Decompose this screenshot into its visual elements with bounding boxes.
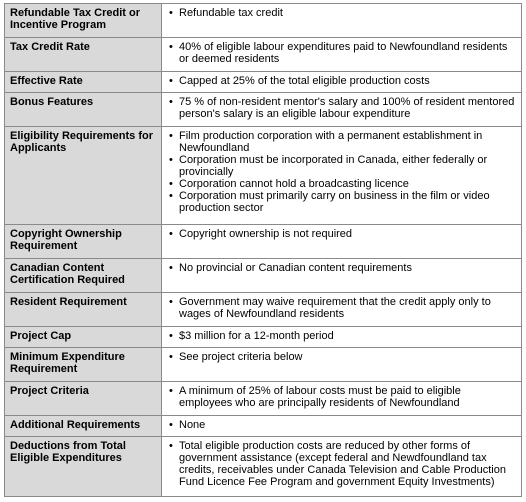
table-row — [5, 4, 522, 38]
row-value — [162, 437, 522, 497]
row-label: Resident Requirement — [5, 293, 162, 327]
bullet-item: • Refundable tax credit — [167, 7, 516, 19]
row-value — [162, 293, 522, 327]
table-row — [5, 416, 522, 437]
bullet-list — [167, 96, 516, 120]
row-label: Canadian Content Certification Required — [5, 259, 162, 293]
row-value — [162, 38, 522, 72]
bullet-list — [167, 440, 516, 488]
row-value — [162, 127, 522, 225]
row-value — [162, 4, 522, 38]
bullet-item: • Film production corporation with a permanent establishment in Newfoundland — [167, 130, 516, 154]
bullet-item: • A minimum of 25% of labour costs must be paid to eligible employees who are principally residents of Newfoundland — [167, 385, 516, 409]
table-row — [5, 127, 522, 225]
bullet-item: • Government may waive requirement that the credit apply only to wages of Newfoundland residents — [167, 296, 516, 320]
bullet-item: • $3 million for a 12-month period — [167, 330, 516, 342]
row-label: Eligibility Requirements for Applicants — [5, 127, 162, 225]
row-label: Refundable Tax Credit or Incentive Program — [5, 4, 162, 38]
table-row — [5, 382, 522, 416]
row-label: Deductions from Total Eligible Expenditures — [5, 437, 162, 497]
table-row — [5, 327, 522, 348]
row-value — [162, 72, 522, 93]
table-row — [5, 437, 522, 497]
row-label: Additional Requirements — [5, 416, 162, 437]
table-row — [5, 38, 522, 72]
row-value — [162, 416, 522, 437]
bullet-item: • Total eligible production costs are reduced by other forms of government assistance (except federal and Newdfoundland tax credits, receivables under Canada Television and Cable Production Fund Licence Fee Program and government Equity Investments) — [167, 440, 516, 488]
table-row — [5, 293, 522, 327]
row-label: Project Criteria — [5, 382, 162, 416]
bullet-list — [167, 228, 516, 240]
bullet-list — [167, 385, 516, 409]
row-value — [162, 259, 522, 293]
bullet-item: • Copyright ownership is not required — [167, 228, 516, 240]
row-label: Copyright Ownership Requirement — [5, 225, 162, 259]
bullet-item: • Corporation must primarily carry on business in the film or video production sector — [167, 190, 516, 214]
bullet-item: • Corporation must be incorporated in Canada, either federally or provincially — [167, 154, 516, 178]
bullet-list — [167, 41, 516, 65]
row-label: Project Cap — [5, 327, 162, 348]
table-row — [5, 348, 522, 382]
row-value — [162, 382, 522, 416]
bullet-list — [167, 296, 516, 320]
table-row — [5, 259, 522, 293]
bullet-list — [167, 262, 516, 274]
bullet-item: • No provincial or Canadian content requirements — [167, 262, 516, 274]
tax-credit-table — [4, 3, 522, 497]
row-value — [162, 93, 522, 127]
bullet-item: • 75 % of non-resident mentor's salary and 100% of resident mentored person's salary is an eligible labour expenditure — [167, 96, 516, 120]
row-value — [162, 348, 522, 382]
row-value — [162, 327, 522, 348]
bullet-item: • Capped at 25% of the total eligible production costs — [167, 75, 516, 87]
bullet-list — [167, 130, 516, 214]
bullet-list — [167, 75, 516, 87]
table-row — [5, 225, 522, 259]
bullet-list — [167, 7, 516, 19]
table-row — [5, 93, 522, 127]
bullet-list — [167, 351, 516, 363]
bullet-list — [167, 419, 516, 431]
row-label: Effective Rate — [5, 72, 162, 93]
row-label: Bonus Features — [5, 93, 162, 127]
row-label: Tax Credit Rate — [5, 38, 162, 72]
table-row — [5, 72, 522, 93]
bullet-item: • Corporation cannot hold a broadcasting licence — [167, 178, 516, 190]
bullet-item: • 40% of eligible labour expenditures paid to Newfoundland residents or deemed residents — [167, 41, 516, 65]
bullet-item: • None — [167, 419, 516, 431]
bullet-item: • See project criteria below — [167, 351, 516, 363]
row-value — [162, 225, 522, 259]
row-label: Minimum Expenditure Requirement — [5, 348, 162, 382]
bullet-list — [167, 330, 516, 342]
